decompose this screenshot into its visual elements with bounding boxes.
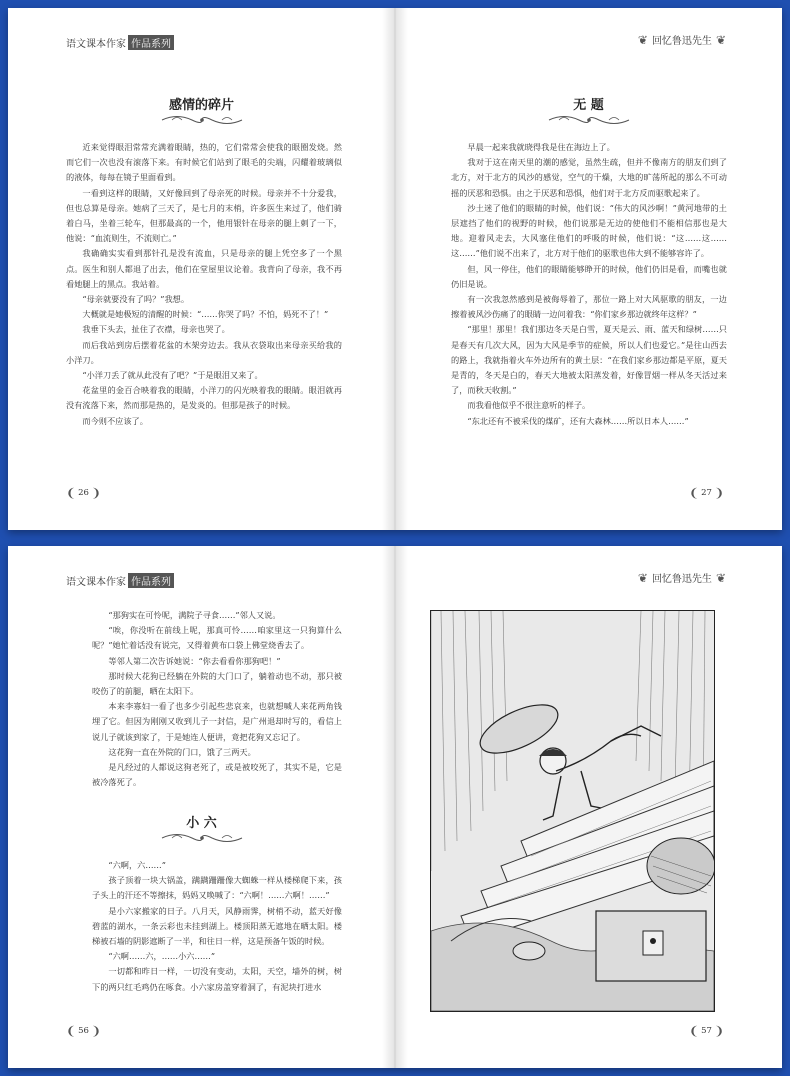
illustration-boy-crawling-stairs — [430, 610, 715, 1012]
paragraph: “东北还有不被采伐的煤矿，还有大森林……所以日本人……” — [467, 415, 689, 426]
paragraph: “那狗实在可怜呢，满院子寻食……”邻人又说。 — [108, 610, 281, 620]
laurel-icon: ❩ — [713, 486, 724, 500]
book-title: 回忆鲁迅先生 — [651, 574, 712, 585]
series-box: 作品系列 — [128, 35, 174, 50]
spread-top — [8, 8, 782, 530]
body-text — [66, 140, 342, 429]
paragraph: 花盆里的金百合映着我的眼睛，小洋刀的闪光映着我的眼睛。眼泪就再没有流落下来，然而那是热的，是发炎的。但那是孩子的时候。 — [66, 385, 342, 411]
paragraph: 但，风一停住，他们的眼睛能够睁开的时候，他们仍旧是看，而嘴也就仍旧是说。 — [451, 263, 727, 289]
page-number-text: 26 — [78, 488, 89, 498]
laurel-icon: ❦ — [715, 570, 726, 585]
spread-bottom — [8, 546, 782, 1068]
paragraph: 而今则不应该了。 — [82, 415, 148, 426]
series-prefix: 语文课本作家 — [66, 39, 126, 50]
paragraph: “那里！那里！我们那边冬天是白雪，夏天是云、雨、蓝天和绿树……只是春天有几次大风，因为大风是季节的症候，所以人们也爱它。”是往山西去的路上，我就指着火车外边所有的黄土层：“在我们家乡那边都是平原，夏天是青的，冬天是白的，春天大地被太阳蒸发着，好像冒烟一样从冬天活过来了，而秋天收割。” — [451, 324, 727, 396]
book-header — [638, 32, 726, 47]
laurel-icon: ❨ — [689, 486, 700, 500]
paragraph: “小洋刀丢了就从此没有了吧？”于是眼泪又来了。 — [82, 370, 263, 381]
laurel-icon: ❩ — [90, 1024, 101, 1038]
body-text — [92, 858, 342, 995]
laurel-icon: ❨ — [689, 1024, 700, 1038]
paragraph: “唉，你没听在前线上呢，那真可怜……咱家里这一只狗算什么呢？”她忙着话没有说完，又得着黄布口袋上佛堂烧香去了。 — [92, 625, 342, 651]
book-header — [638, 570, 726, 585]
page-number-text: 56 — [78, 1026, 89, 1036]
body-text — [451, 140, 727, 429]
laurel-icon: ❩ — [713, 1024, 724, 1038]
paragraph: 沙土迷了他们的眼睛的时候，他们说：“伟大的风沙啊！”黄河地带的土层遮挡了他们的视野的时候，他们说那是无边的使他们不能相信那也是大地。迎着风走去，大风塞住他们的呼吸的时候，他们说：“这……这……这……”他们说不出来了，北方对于他们的驱歌也伟大到不能够容许了。 — [451, 202, 727, 259]
paragraph: 而我看他似乎不很注意听的样子。 — [467, 400, 591, 411]
paragraph: 早晨一起来我就晓得我是住在海边上了。 — [467, 142, 615, 152]
paragraph: 一看到这样的眼睛，又好像回到了母亲死的时候。母亲并不十分爱我，但也总算是母亲。她病了三天了，是七月的末梢，许多医生来过了，他们骑着白马，坐着三轮车，但那最高的一个，他用银针在母亲的腿上刺了一下，他说：“血流则生，不流则亡。” — [66, 187, 342, 244]
page-number — [689, 486, 724, 500]
laurel-icon: ❦ — [637, 32, 648, 47]
paragraph: 是凡经过的人都说这狗老死了，或是被咬死了，其实不是，它是被冷落死了。 — [92, 762, 342, 788]
laurel-icon: ❨ — [66, 486, 77, 500]
paragraph: 大概就是她极短的清醒的时候：“……你哭了吗？不怕，妈死不了！” — [82, 309, 329, 320]
paragraph: 这花狗一直在外院的门口，饿了三两天。 — [108, 746, 256, 757]
page-number-text: 27 — [701, 488, 712, 498]
laurel-icon: ❨ — [66, 1024, 77, 1038]
paragraph: 我确确实实看到那针孔是没有流血，只是母亲的腿上凭空多了一个黑点。医生和别人都退了出去，他们在堂屋里议论着。我背向了母亲，我不再看她腿上的黑点。我站着。 — [66, 248, 342, 289]
series-prefix: 语文课本作家 — [66, 577, 126, 588]
section-title: 小 六 — [186, 816, 217, 831]
chapter-title: 感情的碎片 — [168, 98, 234, 113]
series-header — [66, 35, 174, 50]
ornament-divider-icon — [395, 112, 782, 131]
paragraph: 是小六家搬家的日子。八月天，风静雨霁，树梢不动，蓝天好像碧蓝的湖水，一条云彩也未挂到湖上。楼顶阳蒸无遮地在晒太阳。楼梯被石墙的阴影遮断了一半，和往日一样，这是预备午饭的时候。 — [92, 905, 342, 947]
paragraph: 一切都和昨日一样，一切没有变动，太阳，天空，墙外的树，树下的两只红毛鸡仍在啄食。小六家房盖穿着洞了，有泥块打进水 — [92, 966, 342, 992]
page-number — [66, 486, 101, 500]
series-header — [66, 573, 174, 588]
page-number — [66, 1024, 101, 1038]
page-26 — [8, 8, 395, 530]
ornament-divider-icon — [8, 112, 395, 131]
paragraph: “六啊……六，……小六……” — [108, 951, 216, 962]
book-title: 回忆鲁迅先生 — [651, 36, 712, 47]
chapter-title: 无 题 — [573, 98, 604, 113]
body-text — [92, 608, 342, 790]
paragraph: 近来觉得眼泪常常充满着眼睛，热的，它们常常会使我的眼圈发烧。然而它们一次也没有滚落下来。有时候它们站到了眼毛的尖端，闪耀着玻璃似的液体，每每在镜子里面看到。 — [66, 142, 342, 183]
laurel-icon: ❩ — [90, 486, 101, 500]
paragraph: 等邻人第二次告诉她说：“你去看看你那狗吧！” — [108, 655, 281, 666]
laurel-icon: ❦ — [637, 570, 648, 585]
page-56 — [8, 546, 395, 1068]
page-27 — [395, 8, 782, 530]
paragraph: 我对于这在南天里的潮的感觉，虽然生疏，但并不像南方的朋友们到了北方，对于北方的风沙的感觉，空气的干燥，大地的旷荡所起的那么不可动摇的厌恶和恐惧。由之于厌恶和恐惧，他们对于北方反而驱歌起来了。 — [451, 157, 727, 198]
ornament-divider-icon — [8, 830, 395, 849]
paragraph: 那时候大花狗已经躺在外院的大门口了，躺着动也不动，那只被咬伤了的前腿，晒在太阳下。 — [92, 670, 342, 697]
paragraph: 孩子顶着一块大锅盖，蹒蹒跚跚像大蜘蛛一样从楼梯爬下来，孩子头上的汗还不等擦抹，妈妈又唤喊了：“六啊！……六啊！……” — [92, 875, 342, 901]
paragraph: 有一次我忽然感到是被侮辱着了，那位一路上对大风驱歌的朋友，一边擦着被风沙伤痛了的眼睛一边问着我：“你们家乡那边就终年这样？” — [451, 294, 727, 320]
series-box: 作品系列 — [128, 573, 174, 588]
paragraph: 我垂下头去，扯住了衣襟，母亲也哭了。 — [82, 324, 230, 335]
page-number — [689, 1024, 724, 1038]
paragraph: “母亲就要没有了吗？”我想。 — [82, 294, 190, 305]
page-number-text: 57 — [701, 1026, 712, 1036]
paragraph: “六啊，六……” — [108, 860, 166, 870]
paragraph: 本来李寡妇一看了也多少引起些悲哀来，也就想喊人来花两角钱埋了它。但因为刚刚又收到儿子一封信，是广州退却时写的，看信上说儿子就该到家了，于是她连人便讲，竟把花狗又忘记了。 — [92, 701, 342, 742]
laurel-icon: ❦ — [715, 32, 726, 47]
paragraph: 而后我站到房后摆着花盆的木架旁边去。我从衣袋取出来母亲买给我的小洋刀。 — [66, 339, 342, 365]
